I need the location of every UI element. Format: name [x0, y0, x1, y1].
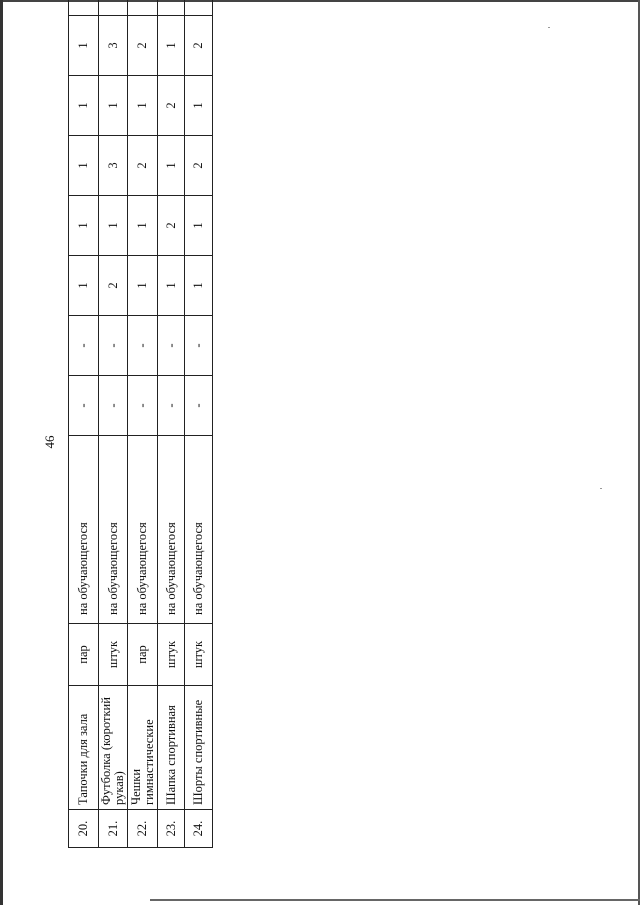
- table-row: [158, 0, 185, 848]
- quantity-cell: [158, 0, 185, 16]
- quantity-cell: -: [99, 316, 128, 376]
- unit-of-measure: штук: [158, 624, 185, 686]
- unit-of-measure: пар: [69, 624, 99, 686]
- quantity-cell: 2: [185, 16, 213, 76]
- unit-of-measure: пар: [128, 624, 158, 686]
- table-row: [99, 0, 128, 848]
- quantity-cell: -: [128, 376, 158, 436]
- quantity-cell: -: [99, 376, 128, 436]
- quantity-cell: [128, 0, 158, 16]
- item-name: Тапочки для зала: [69, 686, 99, 810]
- quantity-cell: 1: [99, 76, 128, 136]
- row-number: 20.: [69, 810, 99, 848]
- scan-speck: [548, 27, 550, 28]
- row-number: 22.: [128, 810, 158, 848]
- quantity-cell: 2: [158, 196, 185, 256]
- quantity-cell: 1: [69, 16, 99, 76]
- quantity-cell: 1: [128, 76, 158, 136]
- quantity-cell: 1: [158, 136, 185, 196]
- quantity-cell: 1: [69, 76, 99, 136]
- quantity-cell: 1: [99, 196, 128, 256]
- quantity-cell: 1: [128, 196, 158, 256]
- quantity-cell: 1: [128, 256, 158, 316]
- table-row: [185, 0, 213, 848]
- unit-of-measure: штук: [99, 624, 128, 686]
- scan-border-left: [0, 0, 3, 905]
- row-number: 24.: [185, 810, 213, 848]
- item-name: Шорты спортивные: [185, 686, 213, 810]
- quantity-cell: 3: [99, 136, 128, 196]
- quantity-cell: -: [185, 316, 213, 376]
- quantity-cell: [185, 0, 213, 16]
- quantity-cell: -: [69, 376, 99, 436]
- distribution-basis: на обучающегося: [99, 436, 128, 624]
- distribution-basis: на обучающегося: [69, 436, 99, 624]
- quantity-cell: 1: [158, 16, 185, 76]
- quantity-cell: -: [158, 376, 185, 436]
- quantity-cell: 1: [69, 196, 99, 256]
- quantity-cell: -: [185, 376, 213, 436]
- row-number: 21.: [99, 810, 128, 848]
- quantity-cell: -: [128, 316, 158, 376]
- table-row: [69, 0, 99, 848]
- table-row: [128, 0, 158, 848]
- quantity-cell: 1: [69, 136, 99, 196]
- page-number: 46: [42, 435, 57, 449]
- row-number: 23.: [158, 810, 185, 848]
- quantity-cell: 2: [158, 76, 185, 136]
- quantity-cell: 1: [185, 256, 213, 316]
- distribution-basis: на обучающегося: [128, 436, 158, 624]
- quantity-cell: [69, 0, 99, 16]
- quantity-cell: 1: [185, 196, 213, 256]
- quantity-cell: 1: [185, 76, 213, 136]
- distribution-basis: на обучающегося: [158, 436, 185, 624]
- item-name: Футболка (короткий рукав): [99, 686, 128, 810]
- quantity-cell: -: [158, 316, 185, 376]
- quantity-cell: [99, 0, 128, 16]
- unit-of-measure: штук: [185, 624, 213, 686]
- quantity-cell: 3: [99, 16, 128, 76]
- scan-speck: [600, 488, 602, 489]
- distribution-basis: на обучающегося: [185, 436, 213, 624]
- item-name: Шапка спортивная: [158, 686, 185, 810]
- quantity-cell: -: [69, 316, 99, 376]
- quantity-cell: 2: [99, 256, 128, 316]
- quantity-cell: 2: [185, 136, 213, 196]
- quantity-cell: 1: [158, 256, 185, 316]
- equipment-table: [68, 0, 213, 848]
- quantity-cell: 2: [128, 136, 158, 196]
- item-name: Чешки гимнастические: [128, 686, 158, 810]
- quantity-cell: 1: [69, 256, 99, 316]
- scan-border-bottom: [150, 899, 640, 901]
- quantity-cell: 2: [128, 16, 158, 76]
